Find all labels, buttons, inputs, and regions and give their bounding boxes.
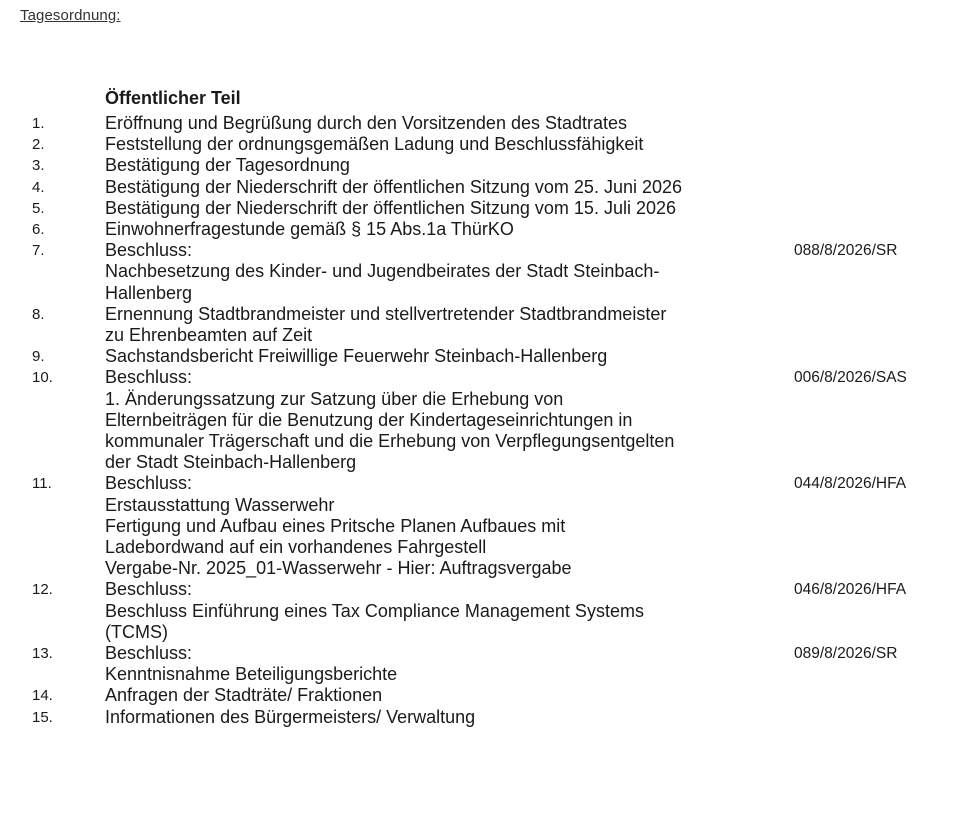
agenda-item-line: Beschluss: bbox=[105, 579, 193, 600]
agenda-item-line: Einwohnerfragestunde gemäß § 15 Abs.1a ThürKO bbox=[105, 219, 514, 240]
agenda-item-number: 2. bbox=[32, 136, 45, 154]
agenda-item bbox=[0, 113, 962, 134]
agenda-item-text bbox=[105, 367, 785, 473]
agenda-item bbox=[0, 177, 962, 198]
agenda-item-reference: 088/8/2026/SR bbox=[794, 242, 898, 260]
agenda-item-reference: 046/8/2026/HFA bbox=[794, 581, 907, 599]
agenda-item-line: Feststellung der ordnungsgemäßen Ladung und Beschlussfähigkeit bbox=[105, 134, 644, 155]
agenda-item-text bbox=[105, 134, 785, 155]
agenda-item-line: Elternbeiträgen für die Benutzung der Kindertageseinrichtungen in bbox=[105, 409, 633, 430]
agenda-item-line: Nachbesetzung des Kinder- und Jugendbeirates der Stadt Steinbach- bbox=[105, 261, 660, 282]
agenda-item-text bbox=[105, 219, 785, 240]
agenda-item bbox=[0, 346, 962, 367]
agenda-item bbox=[0, 685, 962, 706]
agenda-item bbox=[0, 134, 962, 155]
agenda-item-reference: 006/8/2026/SAS bbox=[794, 369, 907, 387]
agenda-item-text bbox=[105, 240, 785, 304]
agenda-item-line: Beschluss: bbox=[105, 240, 193, 261]
agenda-item-number: 3. bbox=[32, 157, 45, 175]
agenda-item bbox=[0, 198, 962, 219]
agenda-item-text bbox=[105, 198, 785, 219]
agenda-item bbox=[0, 643, 962, 685]
agenda-item-line: Beschluss: bbox=[105, 643, 193, 664]
agenda-item-line: (TCMS) bbox=[105, 621, 168, 642]
agenda-item-line: Informationen des Bürgermeisters/ Verwaltung bbox=[105, 706, 476, 727]
agenda-item-number: 14. bbox=[32, 687, 53, 705]
agenda-item-line: Hallenberg bbox=[105, 282, 193, 303]
agenda-item bbox=[0, 240, 962, 304]
agenda-item-number: 11. bbox=[32, 475, 52, 493]
agenda-item-line: Anfragen der Stadträte/ Fraktionen bbox=[105, 685, 383, 706]
agenda-item-text bbox=[105, 304, 785, 346]
agenda-item-number: 4. bbox=[32, 178, 45, 196]
agenda-item-line: Vergabe-Nr. 2025_01-Wasserwehr - Hier: Auftragsvergabe bbox=[105, 558, 572, 579]
agenda-item-text bbox=[105, 643, 785, 685]
agenda-item-number: 10. bbox=[32, 369, 53, 387]
agenda-item-text bbox=[105, 155, 785, 176]
agenda-item-line: Ladebordwand auf ein vorhandenes Fahrgestell bbox=[105, 537, 487, 558]
agenda-item-line: Beschluss Einführung eines Tax Compliance Management Systems bbox=[105, 600, 644, 621]
agenda-heading: Tagesordnung: bbox=[20, 7, 121, 24]
agenda-item-line: zu Ehrenbeamten auf Zeit bbox=[105, 325, 313, 346]
agenda-item bbox=[0, 579, 962, 643]
agenda-item-number: 8. bbox=[32, 305, 45, 323]
agenda-item bbox=[0, 707, 962, 728]
agenda-item bbox=[0, 473, 962, 579]
agenda-item-line: Bestätigung der Niederschrift der öffentlichen Sitzung vom 25. Juni 2026 bbox=[105, 176, 683, 197]
agenda-item-line: Kenntnisnahme Beteiligungsberichte bbox=[105, 664, 398, 685]
agenda-item-reference: 089/8/2026/SR bbox=[794, 645, 898, 663]
agenda-item-text bbox=[105, 473, 785, 579]
agenda-item-line: Bestätigung der Niederschrift der öffentlichen Sitzung vom 15. Juli 2026 bbox=[105, 197, 676, 218]
agenda-item-number: 7. bbox=[32, 242, 45, 260]
agenda-item-reference: 044/8/2026/HFA bbox=[794, 475, 907, 493]
agenda-item-line: Sachstandsbericht Freiwillige Feuerwehr Steinbach-Hallenberg bbox=[105, 346, 608, 367]
agenda-item bbox=[0, 219, 962, 240]
agenda-item-line: Erstausstattung Wasserwehr bbox=[105, 494, 335, 515]
agenda-item bbox=[0, 155, 962, 176]
agenda-item-text bbox=[105, 346, 785, 367]
agenda-item-number: 9. bbox=[32, 348, 45, 366]
agenda-item-line: Beschluss: bbox=[105, 367, 193, 388]
section-title: Öffentlicher Teil bbox=[105, 88, 241, 108]
agenda-item bbox=[0, 304, 962, 346]
agenda-item bbox=[0, 367, 962, 473]
agenda-item-line: Eröffnung und Begrüßung durch den Vorsitzenden des Stadtrates bbox=[105, 113, 628, 133]
agenda-item-text bbox=[105, 177, 785, 198]
agenda-item-line: Ernennung Stadtbrandmeister und stellvertretender Stadtbrandmeister bbox=[105, 303, 667, 324]
agenda-item-line: Beschluss: bbox=[105, 473, 193, 494]
agenda-item-number: 6. bbox=[32, 221, 45, 239]
agenda-item-line: der Stadt Steinbach-Hallenberg bbox=[105, 452, 357, 473]
agenda-item-text bbox=[105, 685, 785, 706]
agenda-item-number: 5. bbox=[32, 199, 45, 217]
agenda-item-text bbox=[105, 707, 785, 728]
agenda-item-number: 1. bbox=[32, 115, 45, 132]
agenda-item-line: kommunaler Trägerschaft und die Erhebung von Verpflegungsentgelten bbox=[105, 431, 675, 452]
agenda-item-number: 13. bbox=[32, 645, 53, 663]
agenda-item-line: Bestätigung der Tagesordnung bbox=[105, 155, 350, 176]
agenda-item-number: 15. bbox=[32, 708, 53, 726]
agenda-item-number: 12. bbox=[32, 581, 53, 599]
agenda-item-text bbox=[105, 579, 785, 643]
agenda-list bbox=[0, 113, 962, 728]
agenda-item-line: Fertigung und Aufbau eines Pritsche Planen Aufbaues mit bbox=[105, 515, 566, 536]
agenda-item-text bbox=[105, 113, 785, 134]
agenda-item-line: 1. Änderungssatzung zur Satzung über die Erhebung von bbox=[105, 388, 564, 409]
